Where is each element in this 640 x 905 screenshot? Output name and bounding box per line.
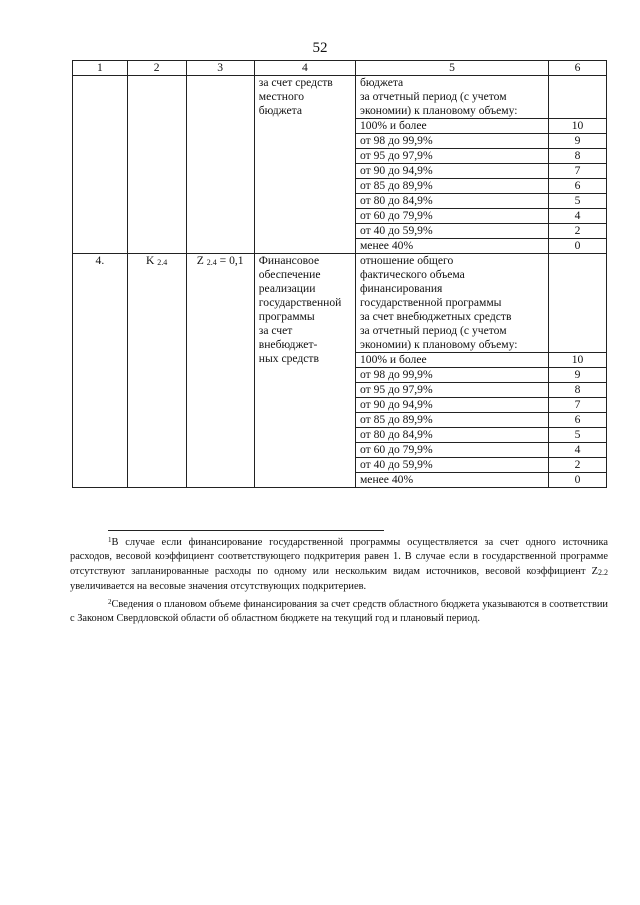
score-cell: 10: [549, 353, 607, 368]
table-row: [73, 76, 607, 119]
indicator-description: [355, 76, 548, 119]
header-row: [73, 61, 607, 76]
range-cell: 100% и более: [355, 119, 548, 134]
footnote-2: [70, 595, 608, 627]
indicator-description-line: экономии) к плановому объему:: [359, 338, 518, 351]
indicator-description-line: экономии) к плановому объему:: [359, 104, 518, 117]
criterion-description-line: за счет: [258, 324, 293, 337]
column-number-6: 6: [549, 61, 607, 76]
range-cell: от 60 до 79,9%: [355, 209, 548, 224]
score-cell: 4: [549, 209, 607, 224]
empty-cell: [549, 76, 607, 119]
range-cell: от 95 до 97,9%: [355, 383, 548, 398]
score-cell: 8: [549, 383, 607, 398]
range-cell: от 90 до 94,9%: [355, 164, 548, 179]
footnote-1-mark: 1: [108, 536, 112, 544]
weight-coefficient: [186, 254, 254, 488]
indicator-description-line: бюджета: [359, 76, 404, 89]
range-cell: от 98 до 99,9%: [355, 368, 548, 383]
score-cell: 9: [549, 134, 607, 149]
range-cell: от 40 до 59,9%: [355, 224, 548, 239]
indicator-description-line: финансирования: [359, 282, 443, 295]
score-cell: 6: [549, 413, 607, 428]
footnote-1-text-end: увеличивается на весовые значения отсутствующих подкритериев.: [70, 581, 367, 593]
score-cell: 7: [549, 398, 607, 413]
score-cell: 10: [549, 119, 607, 134]
column-number-2: 2: [127, 61, 186, 76]
score-cell: 7: [549, 164, 607, 179]
criterion-description-line: внебюджет-: [258, 338, 318, 351]
range-cell: менее 40%: [355, 473, 548, 488]
criterion-description: [254, 76, 355, 254]
score-cell: 4: [549, 443, 607, 458]
score-cell: 0: [549, 239, 607, 254]
score-cell: 2: [549, 224, 607, 239]
indicator-description-line: отношение общего: [359, 254, 454, 267]
range-cell: от 60 до 79,9%: [355, 443, 548, 458]
criterion-description-line: обеспечение: [258, 268, 321, 281]
indicator-description-line: за счет внебюджетных средств: [359, 310, 512, 323]
column-number-1: 1: [73, 61, 128, 76]
range-cell: от 80 до 84,9%: [355, 428, 548, 443]
row-number: 4.: [73, 254, 128, 488]
weight-value: = 0,1: [216, 254, 244, 267]
empty-cell: [549, 254, 607, 353]
column-number-5: 5: [355, 61, 548, 76]
score-cell: 8: [549, 149, 607, 164]
page-number: 52: [312, 40, 328, 56]
criterion-description-line: ных средств: [258, 352, 319, 365]
criterion-description-line: Финансовое: [258, 254, 320, 267]
score-cell: 2: [549, 458, 607, 473]
score-cell: 5: [549, 194, 607, 209]
weight-main: Z: [196, 254, 204, 267]
criterion-description-line: государственной: [258, 296, 342, 309]
range-cell: менее 40%: [355, 239, 548, 254]
range-cell: от 85 до 89,9%: [355, 179, 548, 194]
footnote-1-subscript: 2.2: [598, 567, 608, 577]
criterion-code-subscript: 2.4: [157, 258, 168, 267]
criteria-table: [72, 60, 607, 488]
score-cell: 0: [549, 473, 607, 488]
empty-cell: [186, 76, 254, 254]
score-cell: 6: [549, 179, 607, 194]
criterion-description-line: реализации: [258, 282, 316, 295]
column-number-4: 4: [254, 61, 355, 76]
score-cell: 9: [549, 368, 607, 383]
criterion-description-line: местного: [258, 90, 304, 103]
footnote-separator: [108, 530, 384, 531]
empty-cell: [73, 76, 128, 254]
range-cell: от 90 до 94,9%: [355, 398, 548, 413]
range-cell: от 40 до 59,9%: [355, 458, 548, 473]
footnote-1: [70, 533, 608, 595]
indicator-description-line: государственной программы: [359, 296, 502, 309]
range-cell: от 85 до 89,9%: [355, 413, 548, 428]
criterion-code: [127, 254, 186, 488]
weight-subscript: 2.4: [206, 258, 217, 267]
criterion-description: [254, 254, 355, 488]
table-row: [73, 254, 607, 353]
score-cell: 5: [549, 428, 607, 443]
footnote-2-text: Сведения о плановом объеме финансирования за счет средств областного бюджета указываются в соответствии с Законом Свердловской области об областном бюджете на текущий год и плановый период.: [70, 598, 608, 625]
criterion-code-main: K: [146, 254, 155, 267]
empty-cell: [127, 76, 186, 254]
footnote-1-text: В случае если финансирование государственной программы осуществляется за счет одного источника расходов, весовой коэффициент соответствующего подкритерия равен 1. В случае если в государственной программе отсутствуют запланированные расходы по одному или нескольким видам источников, весовой коэффициент Z: [70, 537, 608, 577]
indicator-description-line: за отчетный период (с учетом: [359, 324, 507, 337]
indicator-description: [355, 254, 548, 353]
range-cell: 100% и более: [355, 353, 548, 368]
range-cell: от 80 до 84,9%: [355, 194, 548, 209]
footnote-2-mark: 2: [108, 597, 112, 606]
range-cell: от 98 до 99,9%: [355, 134, 548, 149]
criterion-description-line: программы: [258, 310, 315, 323]
indicator-description-line: фактического объема: [359, 268, 465, 281]
criterion-description-line: за счет средств: [258, 76, 333, 89]
column-number-3: 3: [186, 61, 254, 76]
footnotes: [70, 533, 608, 626]
criterion-description-line: бюджета: [258, 104, 302, 117]
indicator-description-line: за отчетный период (с учетом: [359, 90, 507, 103]
range-cell: от 95 до 97,9%: [355, 149, 548, 164]
